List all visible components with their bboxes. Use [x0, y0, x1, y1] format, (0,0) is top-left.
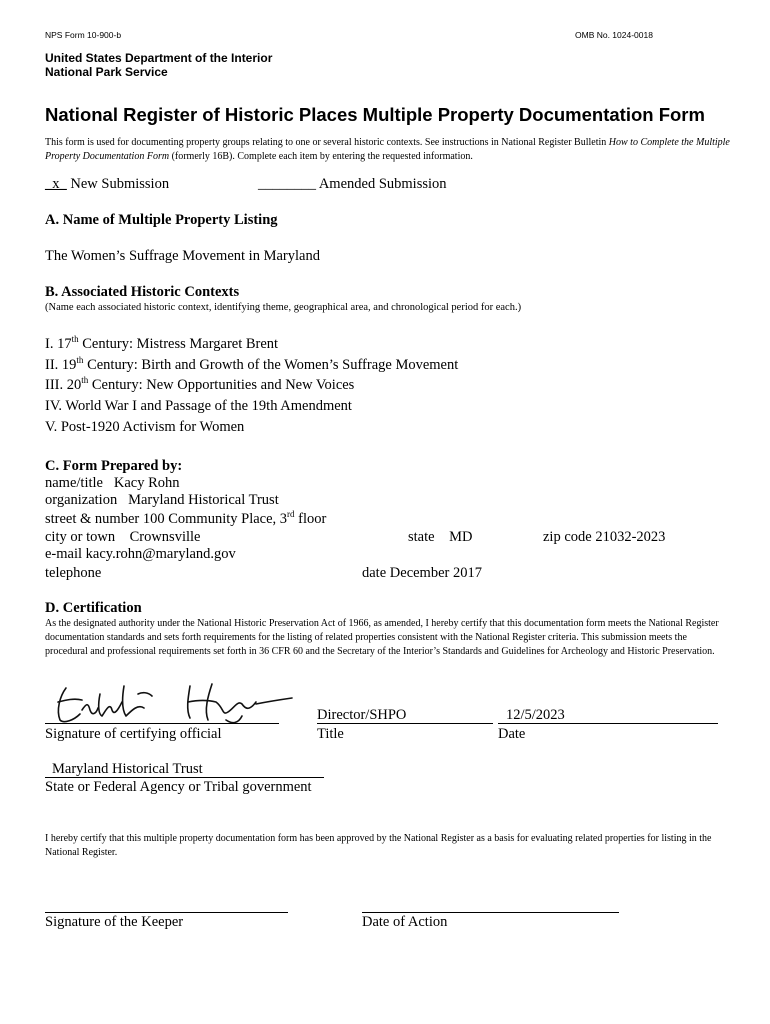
page-title: National Register of Historic Places Multiple Property Documentation Form [45, 104, 705, 125]
state-value: MD [449, 529, 473, 545]
street-row: street & number 100 Community Place, 3rd floor [45, 509, 327, 527]
section-c-heading: C. Form Prepared by: [45, 458, 183, 474]
agency-label: State or Federal Agency or Tribal government [45, 779, 312, 795]
form-number: NPS Form 10-900-b [45, 30, 122, 40]
context-item: II. 19th Century: Birth and Growth of the Women’s Suffrage Movement [45, 355, 459, 373]
keeper-signature-label: Signature of the Keeper [45, 914, 184, 930]
keeper-date-label: Date of Action [362, 914, 448, 930]
certification-statement: As the designated authority under the National Historic Preservation Act of 1966, as amended, I hereby certify that this documentation form meets the National Register documentation standards and sets forth requirements for the listing of related properties consistent with the National Register criteria. This submission meets the procedural and professional requirements set forth in 36 CFR 60 and the Secretary of the Interior’s Standards and Guidelines for Archeology and Historic Preservation. [45, 618, 719, 657]
email-value: kacy.rohn@maryland.gov [85, 546, 236, 562]
section-d-heading: D. Certification [45, 600, 142, 616]
signature-certifying-label: Signature of certifying official [45, 726, 222, 742]
amended-submission: ________ Amended Submission [258, 176, 447, 192]
agency-service: National Park Service [45, 65, 168, 79]
zip-value: 21032-2023 [595, 529, 666, 545]
agency-line [45, 777, 324, 778]
certifying-signature-line [45, 723, 279, 724]
context-item: IV. World War I and Passage of the 19th Amendment [45, 398, 352, 414]
organization-row: organization Maryland Historical Trust [45, 492, 279, 508]
prepared-date-value: December 2017 [389, 565, 482, 581]
name-title-row: name/title Kacy Rohn [45, 475, 180, 491]
certifying-date-line [498, 723, 718, 724]
certifying-title-value: Director/SHPO [317, 707, 407, 723]
context-item: V. Post-1920 Activism for Women [45, 419, 245, 435]
keeper-signature-line [45, 912, 288, 913]
new-submission: _x_ New Submission [45, 176, 170, 192]
section-a-heading: A. Name of Multiple Property Listing [45, 212, 278, 228]
keeper-date-line [362, 912, 619, 913]
date-row: date December 2017 [362, 565, 482, 581]
zip-row: zip code 21032-2023 [543, 529, 666, 545]
property-listing-name: The Women’s Suffrage Movement in Maryland [45, 248, 320, 264]
context-item: I. 17th Century: Mistress Margaret Brent [45, 334, 279, 352]
keeper-statement: I hereby certify that this multiple property documentation form has been approved by the National Register as a basis for evaluating related properties for listing in the National Register. [45, 833, 712, 858]
agency-department: United States Department of the Interior [45, 51, 273, 65]
form-intro: This form is used for documenting property groups relating to one or several historic contexts. See instructions in National Register Bulletin How to Complete the Multiple Property Documentation Form (formerly 16B). Complete each item by entering the requested information. [45, 137, 730, 162]
city-row: city or town Crownsville [45, 529, 201, 545]
certifying-title-line [317, 723, 493, 724]
telephone-label: telephone [45, 565, 102, 581]
amended-submission-blank: ________ [258, 176, 316, 192]
email-row: e-mail kacy.rohn@maryland.gov [45, 546, 236, 562]
section-b-heading: B. Associated Historic Contexts [45, 284, 240, 300]
certifying-date-value: 12/5/2023 [506, 707, 565, 723]
title-label: Title [317, 726, 344, 742]
handwritten-signature [52, 680, 297, 728]
organization-value: Maryland Historical Trust [128, 492, 279, 508]
context-item: III. 20th Century: New Opportunities and New Voices [45, 375, 355, 393]
city-value: Crownsville [129, 529, 201, 545]
section-b-instructions: (Name each associated historic context, identifying theme, geographical area, and chronological period for each.) [45, 302, 522, 313]
new-submission-mark: _x_ [45, 176, 67, 192]
name-title-value: Kacy Rohn [113, 475, 180, 491]
state-row: state MD [408, 529, 473, 545]
date-label: Date [498, 726, 526, 742]
omb-number: OMB No. 1024-0018 [575, 30, 653, 40]
agency-value: Maryland Historical Trust [52, 761, 203, 777]
